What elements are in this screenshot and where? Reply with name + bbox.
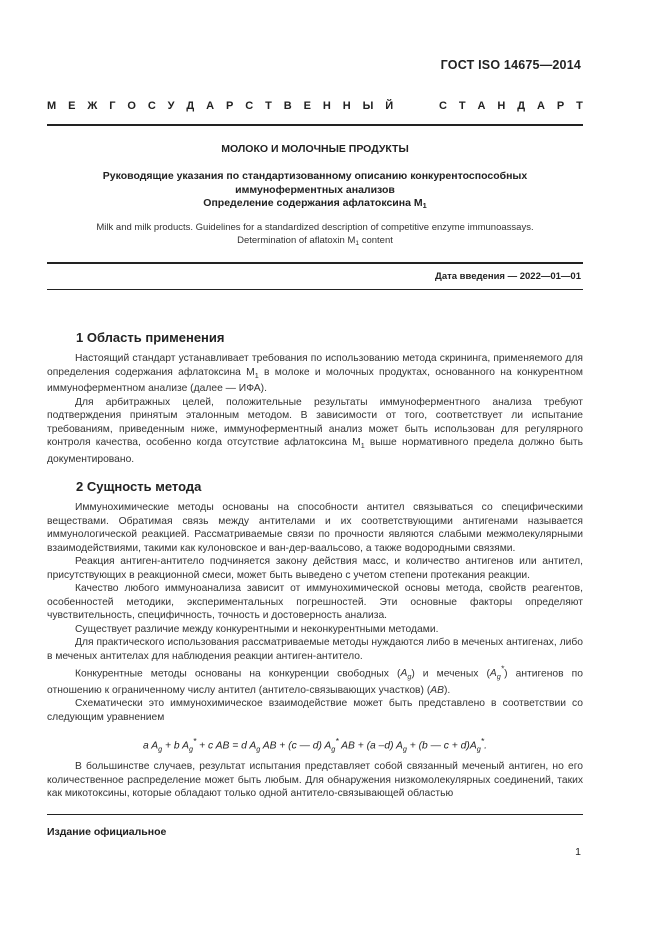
document-subtitle [47, 170, 583, 213]
banner-letter: Т [458, 100, 466, 112]
header-rule [47, 124, 583, 126]
paragraph: Для практического использования рассматриваемые методы нуждаются либо в меченых антигенах, либо в меченых антителах для наблюдения реакции антиген-антитело. [47, 637, 583, 662]
paragraph: Настоящий стандарт устанавливает требования по использованию метода скрининга, применяемого для определения содержания афлатоксина $M_1$ в молоке и молочных продуктах, основанного на конкурентном иммуноферментном анализе (далее — ИФА). [47, 353, 583, 395]
banner-letter: Д [517, 100, 526, 112]
footer-rule [47, 814, 583, 815]
banner-letter: Й [385, 100, 394, 112]
title-rule [47, 262, 583, 264]
page-number: 1 [575, 846, 581, 858]
banner-letter: Т [265, 100, 272, 112]
banner-letter: С [439, 100, 447, 112]
banner-letter: Ы [362, 100, 374, 112]
subtitle-line-3: Определение содержания афлатоксина $M_1$ [203, 197, 427, 210]
banner-letter: Н [497, 100, 506, 112]
official-edition-label: Издание официальное [47, 826, 167, 838]
section-2-heading: 2 Сущность метода [76, 479, 202, 494]
banner-letter: У [167, 100, 175, 112]
banner-letter: Р [556, 100, 565, 112]
banner-letter: Г [109, 100, 116, 112]
paragraph: Реакция антиген-антитело подчиняется закону действия масс, и количество антигенов или антител, присутствующих в реакционной смеси, может быть выведено с учетом степени протекания реакции. [47, 556, 583, 581]
introduction-date: Дата введения — 2022—01—01 [435, 271, 581, 282]
english-title-line-1: Milk and milk products. Guidelines for a standardized description of competitive enzyme immunoassays. [96, 222, 534, 233]
english-title [47, 221, 583, 250]
banner-letter: А [477, 100, 486, 112]
banner-letter: Е [303, 100, 311, 112]
section-2-body [47, 501, 583, 724]
banner-letter: Е [68, 100, 76, 112]
equation: a $A_g + b$ $A_g^* + c$ AB = d $A_g$ AB + (c — d) $A_g^*$ AB + (a –d) $A_g + (b$ — $c + d)A_g^*$. [143, 736, 487, 754]
paragraph: Конкурентные методы основаны на конкуренции свободных $(A_g)$ и меченых $(A_g^*)$ антигенов по отношению к ограниченному числу антител (антитело-связывающих участков) (AB). [47, 664, 583, 696]
banner-letter: Н [342, 100, 351, 112]
banner-letter: С [245, 100, 254, 112]
paragraph: Качество любого иммуноанализа зависит от иммунохимической основы метода, свойств реагентов, особенностей методики, экспериментальных погрешностей. Эти основные факторы определяют чувствительность, специфичность, точность и достоверность анализа. [47, 583, 583, 621]
section-2-body-continued [47, 760, 583, 801]
banner-letter: В [283, 100, 292, 112]
banner-letter: Ж [87, 100, 98, 112]
banner-letter: Р [226, 100, 234, 112]
banner-letter: Т [576, 100, 583, 112]
subtitle-line-2: иммуноферментных анализов [235, 183, 395, 196]
banner-letter: А [536, 100, 545, 112]
paragraph: В большинстве случаев, результат испытания представляет собой связанный меченый антиген, но его количественное распределение может быть любым. Для обнаружения низкомолекулярных соединений, таких как микотоксины, которые обладают только одной антитело-связывающей областью [47, 761, 583, 799]
banner-letter: А [206, 100, 215, 112]
paragraph: Существует различие между конкурентными и неконкурентными методами. [75, 623, 439, 635]
standard-number: ГОСТ ISO 14675—2014 [440, 58, 581, 72]
paragraph: Для арбитражных целей, положительные результаты иммуноферментного анализа требуют подтверждения принятым эталонным методом. В зависимости от того, соответствует ли испытание требованиям, приведенным ниже, иммуноферментный анализ может быть использован для регулярного контроля качества, особенно когда отсутствие афлатоксина $M_1$ выше нормативного предела должно быть документировано. [47, 396, 584, 465]
banner-letter: Н [322, 100, 331, 112]
section-1-body [47, 352, 583, 466]
subtitle-line-1: Руководящие указания по стандартизованному описанию конкурентоспособных [102, 170, 528, 182]
english-title-line-2: Determination of aflatoxin $M_1$ content [237, 235, 393, 247]
date-rule [47, 289, 583, 290]
section-1-heading: 1 Область применения [76, 330, 225, 345]
interstate-standard-banner [47, 100, 583, 112]
banner-letter: Д [186, 100, 195, 112]
paragraph: Схематически это иммунохимическое взаимодействие может быть представлено в соответствии со следующим уравнением [47, 698, 583, 723]
banner-letter: О [127, 100, 136, 112]
banner-letter: С [147, 100, 156, 112]
banner-letter: М [47, 100, 57, 112]
document-title: МОЛОКО И МОЛОЧНЫЕ ПРОДУКТЫ [221, 143, 409, 155]
paragraph: Иммунохимические методы основаны на способности антител связываться со специфическими веществами. Обратимая связь между антителами и их соответствующими антигенами называется иммунологической реакцией. Рассматриваемые связи по прочности являются слабыми межмолекулярными взаимодействиями, такими как кулоновское и ван-дер-ваальсово, а также водородными связями. [47, 502, 583, 554]
